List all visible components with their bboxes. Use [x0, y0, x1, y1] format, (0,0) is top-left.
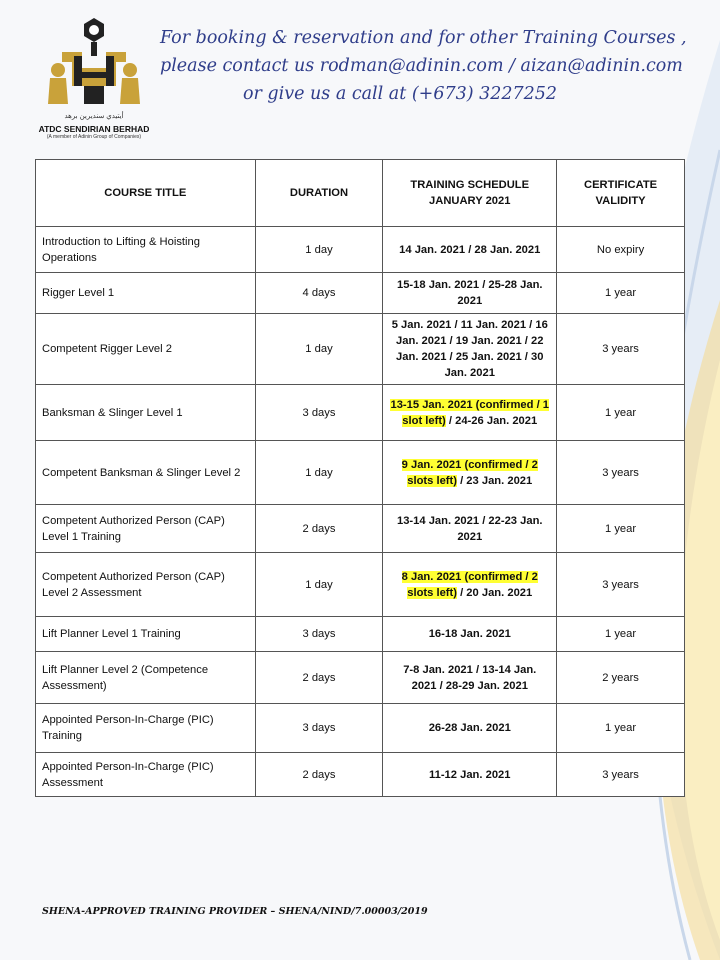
course-schedule: [383, 441, 557, 505]
table-row: [36, 314, 685, 385]
footer-accreditation: SHENA-APPROVED TRAINING PROVIDER – SHENA/NIND/7.00003/2019: [42, 906, 428, 917]
logo-jawi-text: ﺃﻳﺘﻴﺪﻱ ﺳﻨﺪﻳﺮﻳﻦ ﺑﺮﻫﺪ: [64, 113, 124, 120]
course-schedule-table: [35, 159, 685, 797]
certificate-validity: 1 year: [557, 617, 685, 652]
certificate-validity: 1 year: [557, 505, 685, 553]
table-row: [36, 704, 685, 753]
header-schedule-line-2: JANUARY 2021: [429, 195, 511, 207]
table-row: [36, 753, 685, 797]
header-duration: DURATION: [255, 160, 383, 227]
header-validity-line-2: VALIDITY: [595, 195, 646, 207]
course-duration: 1 day: [255, 314, 383, 385]
course-schedule: [383, 753, 557, 797]
table-row: [36, 505, 685, 553]
certificate-validity: 3 years: [557, 553, 685, 617]
course-title: Competent Rigger Level 2: [36, 314, 256, 385]
course-title: Rigger Level 1: [36, 273, 256, 314]
header-certificate-validity: [557, 160, 685, 227]
course-title: Appointed Person-In-Charge (PIC) Training: [36, 704, 256, 753]
certificate-validity: 3 years: [557, 441, 685, 505]
table-row: [36, 385, 685, 441]
course-duration: 1 day: [255, 227, 383, 273]
header-schedule-line-1: TRAINING SCHEDULE: [410, 179, 530, 191]
course-title: Banksman & Slinger Level 1: [36, 385, 256, 441]
course-schedule: [383, 505, 557, 553]
course-title: Competent Banksman & Slinger Level 2: [36, 441, 256, 505]
table-row: [36, 617, 685, 652]
schedule-dates: 13-14 Jan. 2021 / 22-23 Jan. 2021: [396, 514, 543, 543]
contact-line-3: or give us a call at (+673) 3227252: [242, 84, 558, 104]
course-duration: 3 days: [255, 385, 383, 441]
schedule-highlight: 13-15 Jan. 2021 (confirmed / 1 slot left): [390, 398, 550, 427]
course-schedule: [383, 617, 557, 652]
course-title: Lift Planner Level 1 Training: [36, 617, 256, 652]
logo-emblem-icon: [32, 16, 156, 112]
header-training-schedule: [383, 160, 557, 227]
contact-line-1: For booking & reservation and for other Training Courses ,: [160, 28, 687, 48]
certificate-validity: 3 years: [557, 314, 685, 385]
header-course-title: COURSE TITLE: [36, 160, 256, 227]
certificate-validity: 3 years: [557, 753, 685, 797]
table-row: [36, 227, 685, 273]
table-row: [36, 652, 685, 704]
course-duration: 3 days: [255, 617, 383, 652]
table-header-row: [36, 160, 685, 227]
schedule-dates: 16-18 Jan. 2021: [428, 628, 511, 640]
course-title: Lift Planner Level 2 (Competence Assessment): [36, 652, 256, 704]
course-schedule: [383, 553, 557, 617]
course-duration: 1 day: [255, 441, 383, 505]
schedule-dates: / 24-26 Jan. 2021: [445, 414, 538, 427]
course-duration: 4 days: [255, 273, 383, 314]
certificate-validity: No expiry: [557, 227, 685, 273]
certificate-validity: 1 year: [557, 273, 685, 314]
schedule-dates: 26-28 Jan. 2021: [428, 722, 511, 734]
course-duration: 3 days: [255, 704, 383, 753]
course-title: Competent Authorized Person (CAP) Level 2 Assessment: [36, 553, 256, 617]
table-row: [36, 553, 685, 617]
certificate-validity: 2 years: [557, 652, 685, 704]
schedule-dates: / 23 Jan. 2021: [456, 474, 533, 487]
schedule-dates: 11-12 Jan. 2021: [429, 768, 511, 781]
course-title: Introduction to Lifting & Hoisting Operations: [36, 227, 256, 273]
contact-info: [160, 24, 687, 108]
course-title: Competent Authorized Person (CAP) Level 1 Training: [36, 505, 256, 553]
schedule-dates: 5 Jan. 2021 / 11 Jan. 2021 / 16 Jan. 2021 / 19 Jan. 2021 / 22 Jan. 2021 / 25 Jan. 2021 / 30 Jan. 2021: [391, 319, 548, 379]
schedule-dates: 15-18 Jan. 2021 / 25-28 Jan. 2021: [396, 279, 543, 307]
certificate-validity: 1 year: [557, 704, 685, 753]
course-duration: 2 days: [255, 652, 383, 704]
logo-tagline: (A member of Adinin Group of Companies): [46, 134, 142, 140]
schedule-dates: 7-8 Jan. 2021 / 13-14 Jan. 2021 / 28-29 Jan. 2021: [403, 663, 537, 692]
schedule-dates: 14 Jan. 2021 / 28 Jan. 2021: [399, 243, 541, 256]
certificate-validity: 1 year: [557, 385, 685, 441]
course-duration: 2 days: [255, 753, 383, 797]
schedule-dates: / 20 Jan. 2021: [456, 586, 533, 599]
course-schedule: [383, 273, 557, 314]
header-validity-line-1: CERTIFICATE: [583, 179, 658, 191]
course-duration: 2 days: [255, 505, 383, 553]
logo-company-name: ATDC SENDIRIAN BERHAD: [38, 124, 150, 134]
table-row: [36, 273, 685, 314]
course-schedule: [383, 704, 557, 753]
contact-line-2: please contact us rodman@adinin.com / aizan@adinin.com: [160, 56, 683, 76]
table-row: [36, 441, 685, 505]
company-logo: [32, 16, 156, 144]
course-schedule: [383, 652, 557, 704]
course-duration: 1 day: [255, 553, 383, 617]
course-schedule: [383, 385, 557, 441]
course-title: Appointed Person-In-Charge (PIC) Assessment: [36, 753, 256, 797]
course-schedule: [383, 227, 557, 273]
schedule-highlight: 9 Jan. 2021 (confirmed / 2 slots left): [401, 458, 538, 487]
schedule-highlight: 8 Jan. 2021 (confirmed / 2 slots left): [401, 570, 538, 599]
course-schedule: [383, 314, 557, 385]
